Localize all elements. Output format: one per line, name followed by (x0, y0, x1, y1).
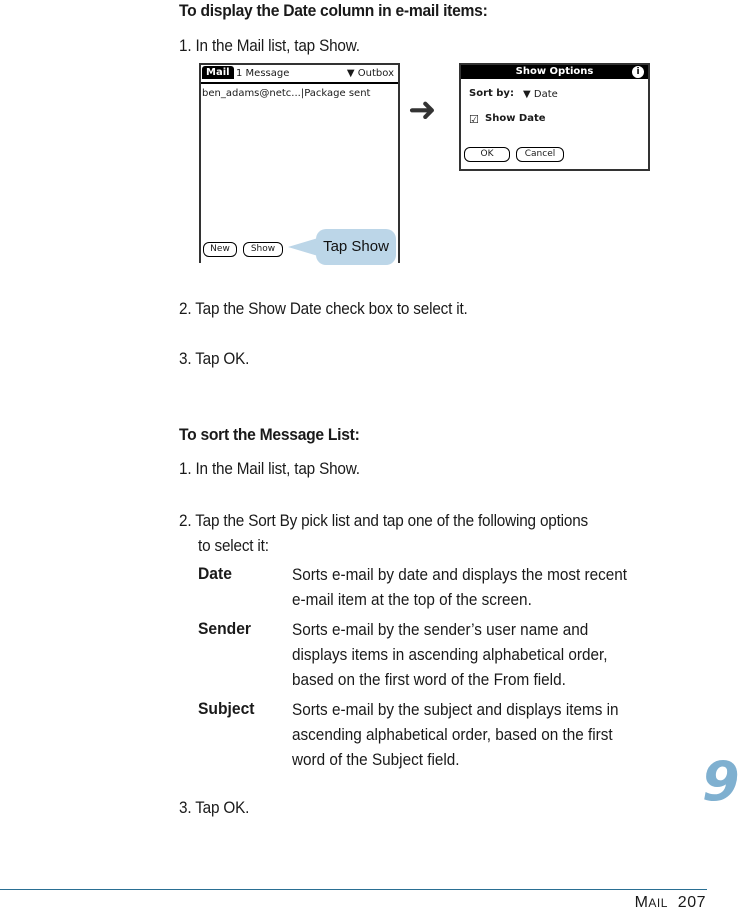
sort-by-label: Sort by: (469, 88, 514, 99)
dialog-title (461, 65, 648, 79)
term-date: Date (198, 564, 232, 583)
chapter-number: 9 (702, 750, 740, 813)
mail-tab: Mail (202, 66, 234, 79)
step-1-tap-show: 1. In the Mail list, tap Show. (179, 36, 360, 55)
definition-line: Sorts e-mail by the sender’s user name and (292, 620, 589, 639)
sort-by-picker: ▼ Date (523, 89, 558, 100)
term-sender: Sender (198, 619, 252, 638)
definition-line: e-mail item at the top of the screen. (292, 590, 532, 609)
ok-button: OK (464, 147, 510, 162)
folder-picker: ▼ Outbox (346, 68, 394, 79)
show-date-label: Show Date (485, 113, 546, 124)
sort-by-value: Date (533, 89, 558, 100)
definition-line: Sorts e-mail by the subject and displays items in (292, 700, 619, 719)
page-number: 207 (677, 894, 706, 911)
footer-section-rest: AIL (648, 896, 668, 910)
sort-step-1: 1. In the Mail list, tap Show. (179, 459, 360, 478)
definition-line: displays items in ascending alphabetical order, (292, 645, 608, 664)
definition-line: Sorts e-mail by date and displays the most recent (292, 565, 628, 584)
tap-show-callout: Tap Show (316, 229, 396, 265)
definition-line: ascending alphabetical order, based on the first (292, 725, 613, 744)
cancel-button: Cancel (516, 147, 564, 162)
right-arrow-icon: ➜ (408, 91, 437, 129)
section-heading-display-date: To display the Date column in e-mail items: (179, 1, 488, 20)
term-subject: Subject (198, 699, 255, 718)
mail-list-item: ben_adams@netc...|Package sent (202, 88, 371, 99)
folder-label: Outbox (357, 68, 394, 79)
mail-title-bar (201, 65, 398, 84)
definition-line: based on the first word of the From field. (292, 670, 566, 689)
sort-step-2-cont: to select it: (198, 536, 269, 555)
sort-step-3: 3. Tap OK. (179, 798, 250, 817)
message-count: 1 Message (236, 68, 290, 79)
show-options-screenshot (459, 63, 650, 171)
sort-step-2: 2. Tap the Sort By pick list and tap one of the following options (179, 511, 589, 530)
definition-line: word of the Subject field. (292, 750, 460, 769)
page-footer (635, 894, 706, 912)
step-3-tap-ok: 3. Tap OK. (179, 349, 250, 368)
section-heading-sort: To sort the Message List: (179, 425, 360, 444)
info-icon: i (632, 66, 644, 78)
footer-section-initial: M (634, 894, 649, 911)
new-button: New (203, 242, 237, 257)
show-button: Show (243, 242, 283, 257)
step-2-show-date: 2. Tap the Show Date check box to select it. (179, 299, 468, 318)
callout-pointer (288, 238, 318, 256)
checkbox-checked-icon: ☑ (469, 113, 479, 126)
footer-rule (0, 889, 707, 890)
dialog-title-text: Show Options (515, 66, 594, 77)
